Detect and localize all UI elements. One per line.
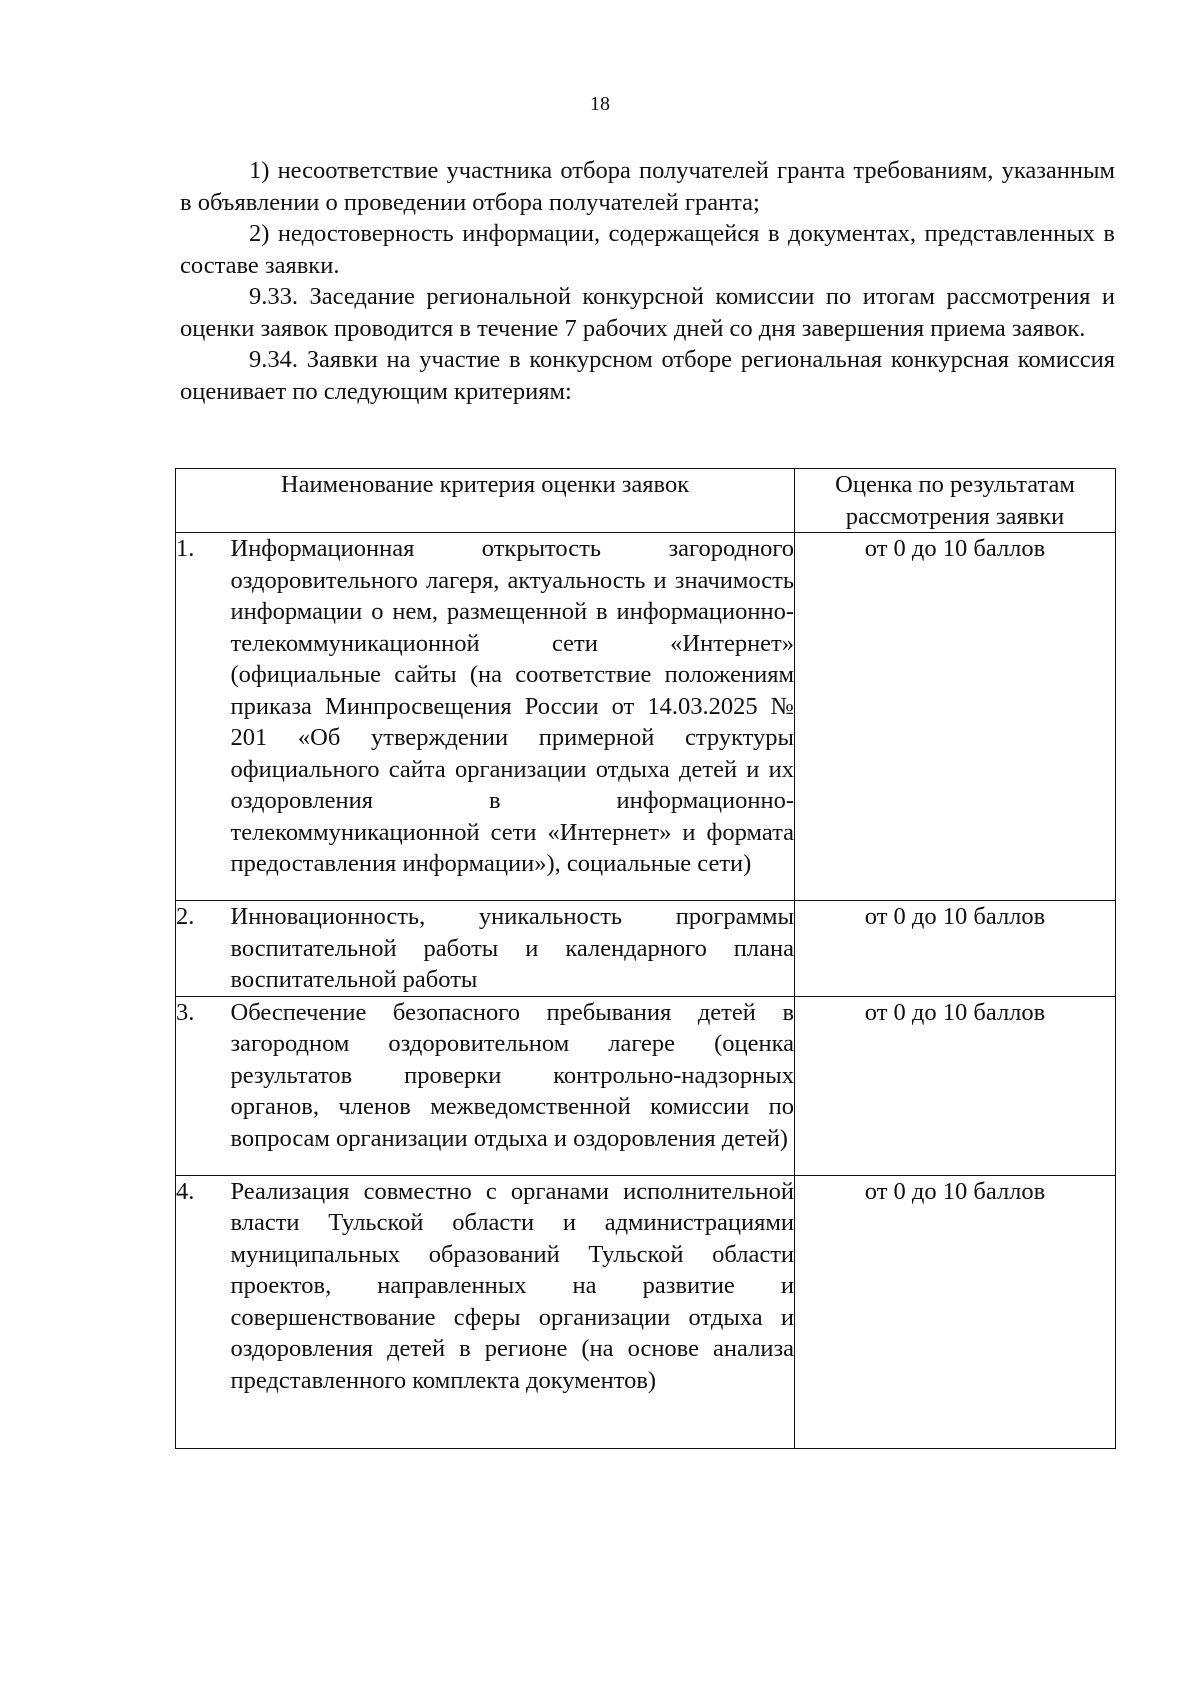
paragraph-item-1: 1) несоответствие участника отбора получателей гранта требованиям, указанным в объявлении о проведении отбора получателей гранта; bbox=[180, 157, 1115, 216]
row-number: 3. bbox=[176, 996, 231, 1175]
table-row bbox=[176, 1175, 1116, 1448]
body-text bbox=[180, 155, 1115, 407]
table-row bbox=[176, 996, 1116, 1175]
criteria-table bbox=[175, 468, 1116, 1449]
table-header-row bbox=[176, 469, 1116, 533]
page-number: 18 bbox=[590, 93, 610, 115]
row-criterion: Обеспечение безопасного пребывания детей в загородном оздоровительном лагере (оценка результатов проверки контрольно-надзорных органов, членов межведомственной комиссии по вопросам организации отдыха и оздоровления детей) bbox=[231, 996, 795, 1175]
row-criterion: Реализация совместно с органами исполнительной власти Тульской области и администрациями муниципальных образований Тульской области проектов, направленных на развитие и совершенствование сферы организации отдыха и оздоровления детей в регионе (на основе анализа представленного комплекта документов) bbox=[231, 1175, 795, 1448]
table-row bbox=[176, 901, 1116, 997]
row-score: от 0 до 10 баллов bbox=[795, 901, 1116, 997]
row-number: 1. bbox=[176, 533, 231, 901]
row-score: от 0 до 10 баллов bbox=[795, 996, 1116, 1175]
table-row bbox=[176, 533, 1116, 901]
row-score: от 0 до 10 баллов bbox=[795, 533, 1116, 901]
row-number: 4. bbox=[176, 1175, 231, 1448]
row-criterion: Информационная открытость загородного оздоровительного лагеря, актуальность и значимость информации о нем, размещенной в информационно-телекоммуникационной сети «Интернет» (официальные сайты (на соответствие положениям приказа Минпросвещения России от 14.03.2025 № 201 «Об утверждении примерной структуры официального сайта организации отдыха детей и их оздоровления в информационно-телекоммуникационной сети «Интернет» и формата предоставления информации»), социальные сети) bbox=[231, 533, 795, 901]
paragraph-item-2: 2) недостоверность информации, содержащейся в документах, представленных в составе заявки. bbox=[180, 220, 1115, 279]
row-criterion: Инновационность, уникальность программы воспитательной работы и календарного плана воспитательной работы bbox=[231, 901, 795, 997]
row-number: 2. bbox=[176, 901, 231, 997]
paragraph-9-34: 9.34. Заявки на участие в конкурсном отборе региональная конкурсная комиссия оценивает по следующим критериям: bbox=[180, 346, 1115, 405]
row-score: от 0 до 10 баллов bbox=[795, 1175, 1116, 1448]
paragraph-9-33: 9.33. Заседание региональной конкурсной комиссии по итогам рассмотрения и оценки заявок проводится в течение 7 рабочих дней со дня завершения приема заявок. bbox=[180, 283, 1115, 342]
header-score: Оценка по результатам рассмотрения заявки bbox=[795, 469, 1116, 533]
header-criterion-name: Наименование критерия оценки заявок bbox=[176, 469, 795, 533]
